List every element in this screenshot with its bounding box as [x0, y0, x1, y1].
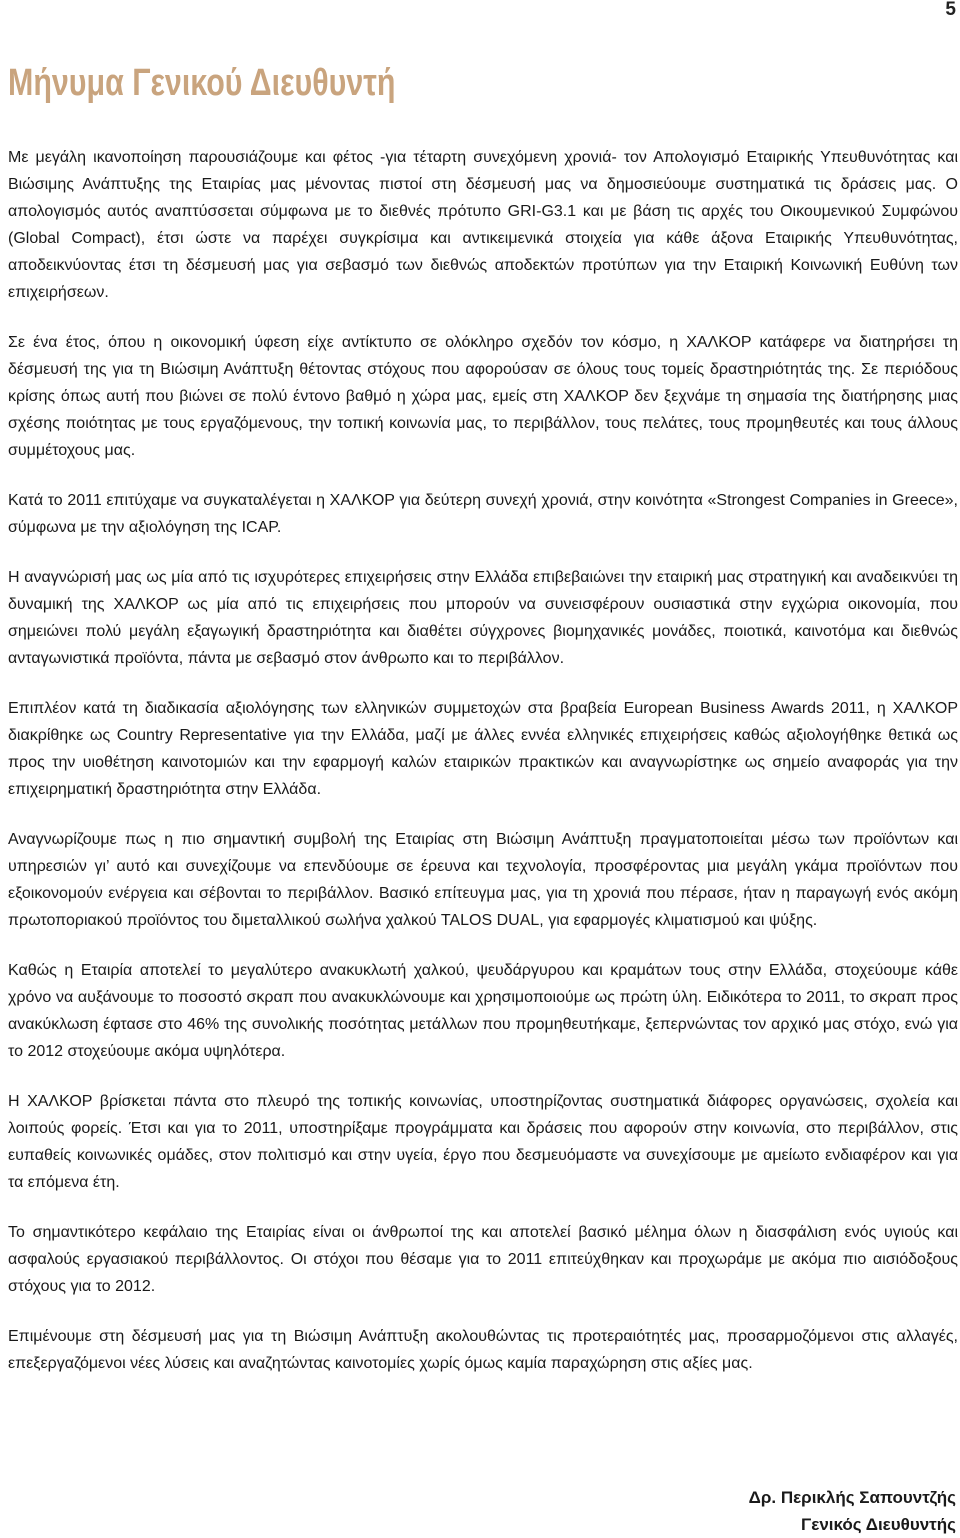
paragraph-strongest-companies: Κατά το 2011 επιτύχαμε να συγκαταλέγεται η ΧΑΛΚΟΡ για δεύτερη συνεχή χρονιά, στην κοινότητα «Strongest Companies in Greece», σύμφωνα με την αξιολόγηση της ICAP.	[8, 492, 958, 536]
signature-block	[749, 1484, 956, 1538]
page-number: 5	[945, 0, 956, 20]
paragraph-recession: Σε ένα έτος, όπου η οικονομική ύφεση είχε αντίκτυπο σε ολόκληρο σχεδόν τον κόσμο, η ΧΑΛΚΟΡ κατάφερε να διατηρήσει τη δέσμευσή της για τη Βιώσιμη Ανάπτυξη θέτοντας στόχους που αφορούσαν σε όλους τους τομείς δραστηριότητάς της. Σε περιόδους κρίσης όπως αυτή που βιώνει σε πολύ έντονο βαθμό η χώρα μας, εμείς στη ΧΑΛΚΟΡ δεν ξεχνάμε τη σημασία της διατήρησης μιας σχέσης ποιότητας με τους εργαζόμενους, την τοπική κοινωνία μας, το περιβάλλον, τους πελάτες, τους προμηθευτές και τους άλλους συμμέτοχους μας.	[8, 334, 958, 459]
letter-body	[8, 144, 958, 1400]
signature-role: Γενικός Διευθυντής	[801, 1515, 956, 1534]
paragraph-european-awards: Επιπλέον κατά τη διαδικασία αξιολόγησης των ελληνικών συμμετοχών στα βραβεία European Business Awards 2011, η ΧΑΛΚΟΡ διακρίθηκε ως Country Representative για την Ελλάδα, μαζί με άλλες εννέα ελληνικές επιχειρήσεις καθώς αξιολογήθηκε θετικά ως προς την υιοθέτηση καινοτομιών και την εφαρμογή καλών εταιρικών πρακτικών και αναγνωρίστηκε ως σημείο αναφοράς για την επιχειρηματική δραστηριότητα στην Ελλάδα.	[8, 700, 958, 798]
paragraph-products: Αναγνωρίζουμε πως η πιο σημαντική συμβολή της Εταιρίας στη Βιώσιμη Ανάπτυξη πραγματοποιείται μέσω των προϊόντων και υπηρεσιών γι’ αυτό και συνεχίζουμε να επενδύουμε σε έρευνα και τεχνολογία, προσφέροντας μια μεγάλη γκάμα προϊόντων που εξοικονομούν ενέργεια και σέβονται το περιβάλλον. Βασικό επίτευγμα μας, για τη χρονιά που πέρασε, ήταν η παραγωγή ενός ακόμη πρωτοποριακού προϊόντος του διμεταλλικού σωλήνα χαλκού TALOS DUAL, για εφαρμογές κλιματισμού και ψύξης.	[8, 831, 958, 929]
paragraph-intro: Με μεγάλη ικανοποίηση παρουσιάζουμε και φέτος -για τέταρτη συνεχόμενη χρονιά- τον Απολογισμό Εταιρικής Υπευθυνότητας και Βιώσιμης Ανάπτυξης της Εταιρίας μας μένοντας πιστοί στη δέσμευσή μας να δημοσιεύουμε συστηματικά τις δράσεις μας. Ο απολογισμός αυτός αναπτύσσεται σύμφωνα με το διεθνές πρότυπο GRI-G3.1 και με βάση τις αρχές του Οικουμενικού Συμφώνου (Global Compact), έτσι ώστε να παρέχει συγκρίσιμα και αντικειμενικά στοιχεία για κάθε άξονα Εταιρικής Υπευθυνότητας, αποδεικνύοντας έτσι τη δέσμευσή μας για σεβασμό των διεθνώς αποδεκτών προτύπων για την Εταιρική Κοινωνική Ευθύνη των επιχειρήσεων.	[8, 149, 958, 301]
paragraph-recycling: Καθώς η Εταιρία αποτελεί το μεγαλύτερο ανακυκλωτή χαλκού, ψευδάργυρου και κραμάτων τους στην Ελλάδα, στοχεύουμε κάθε χρόνο να αυξάνουμε το ποσοστό σκραπ που ανακυκλώνουμε και χρησιμοποιούμε ως πρώτη ύλη. Ειδικότερα το 2011, το σκραπ προς ανακύκλωση έφτασε στο 46% της συνολικής ποσότητας μετάλλων που προμηθευτήκαμε, ξεπερνώντας τον αρχικό μας στόχο, ενώ για το 2012 στοχεύουμε ακόμα υψηλότερα.	[8, 962, 958, 1060]
signature-name: Δρ. Περικλής Σαπουντζής	[748, 1488, 956, 1507]
paragraph-community: Η ΧΑΛΚΟΡ βρίσκεται πάντα στο πλευρό της τοπικής κοινωνίας, υποστηρίζοντας συστηματικά διάφορες οργανώσεις, σχολεία και λοιπούς φορείς. Έτσι και για το 2011, υποστηρίξαμε προγράμματα και δράσεις που αφορούν στην κοινωνία, στο περιβάλλον, στις ευπαθείς κοινωνικές ομάδες, στον πολιτισμό και στην υγεία, έργο που δεσμευόμαστε να συνεχίσουμε με αμείωτο ενδιαφέρον και για τα επόμενα έτη.	[8, 1093, 958, 1191]
paragraph-recognition: Η αναγνώρισή μας ως μία από τις ισχυρότερες επιχειρήσεις στην Ελλάδα επιβεβαιώνει την εταιρική μας στρατηγική και αναδεικνύει τη δυναμική της ΧΑΛΚΟΡ ως μία από τις επιχειρήσεις που μπορούν να συνεισφέρουν ουσιαστικά στην εγχώρια οικονομία, που σημειώνει πολύ μεγάλη εξαγωγική δραστηριότητα και διαθέτει σύγχρονες βιομηχανικές μονάδες, ποιοτικά, καινοτόμα και διεθνώς ανταγωνιστικά προϊόντα, πάντα με σεβασμό στον άνθρωπο και το περιβάλλον.	[8, 569, 958, 667]
page-title: Μήνυμα Γενικού Διευθυντή	[8, 62, 396, 104]
paragraph-people: Το σημαντικότερο κεφάλαιο της Εταιρίας είναι οι άνθρωποί της και αποτελεί βασικό μέλημα όλων η διασφάλιση ενός υγιούς και ασφαλούς εργασιακού περιβάλλοντος. Οι στόχοι που θέσαμε για το 2011 επιτεύχθηκαν και προχωράμε με ακόμα πιο αισιόδοξους στόχους για το 2012.	[8, 1224, 958, 1295]
paragraph-commitment: Επιμένουμε στη δέσμευσή μας για τη Βιώσιμη Ανάπτυξη ακολουθώντας τις προτεραιότητές μας, προσαρμοζόμενοι στις αλλαγές, επεξεργαζόμενοι νέες λύσεις και αναζητώντας καινοτομίες χωρίς όμως καμία παραχώρηση στις αξίες μας.	[8, 1328, 958, 1372]
